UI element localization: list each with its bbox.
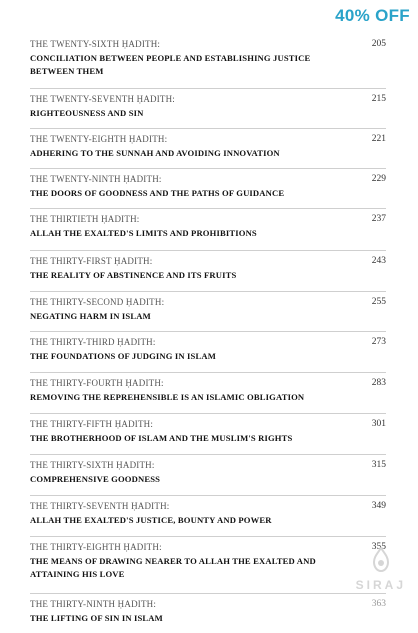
- hadith-title: ADHERING TO THE SUNNAH AND AVOIDING INNOVATION: [30, 148, 280, 158]
- toc-entry[interactable]: [30, 128, 386, 168]
- toc-entry[interactable]: [30, 593, 386, 633]
- page-number: 243: [371, 256, 386, 266]
- hadith-title: NEGATING HARM IN ISLAM: [30, 311, 151, 321]
- hadith-title: RIGHTEOUSNESS AND SIN: [30, 108, 144, 118]
- page-number: 349: [371, 501, 386, 511]
- hadith-title: THE REALITY OF ABSTINENCE AND ITS FRUITS: [30, 270, 237, 280]
- hadith-heading: THE THIRTY-EIGHTH ḤADITH:: [30, 542, 162, 552]
- page-number: 229: [371, 174, 386, 184]
- toc-entry[interactable]: [30, 34, 386, 88]
- toc-entry[interactable]: [30, 168, 386, 208]
- toc-entry[interactable]: [30, 331, 386, 372]
- page-number: 237: [371, 214, 386, 224]
- toc-entry[interactable]: [30, 495, 386, 536]
- hadith-heading: THE TWENTY-EIGHTH ḤADITH:: [30, 134, 168, 144]
- table-of-contents: [30, 34, 386, 633]
- hadith-heading: THE THIRTY-THIRD ḤADITH:: [30, 337, 156, 347]
- toc-entry[interactable]: [30, 536, 386, 593]
- page-number: 301: [371, 419, 386, 429]
- hadith-heading: THE THIRTY-SEVENTH ḤADITH:: [30, 501, 170, 511]
- toc-entry[interactable]: [30, 291, 386, 331]
- hadith-heading: THE THIRTY-SECOND ḤADITH:: [30, 297, 165, 307]
- toc-entry[interactable]: [30, 372, 386, 413]
- toc-entry[interactable]: [30, 413, 386, 454]
- watermark-text: SIRAJ: [355, 578, 406, 592]
- page-number: 273: [371, 337, 386, 347]
- toc-entry[interactable]: [30, 250, 386, 291]
- hadith-title: THE MEANS OF DRAWING NEARER TO ALLAH THE EXALTED AND ATTAINING HIS LOVE: [30, 556, 316, 579]
- page-number: 315: [371, 460, 386, 470]
- hadith-title: REMOVING THE REPREHENSIBLE IS AN ISLAMIC OBLIGATION: [30, 392, 305, 402]
- hadith-title: THE FOUNDATIONS OF JUDGING IN ISLAM: [30, 351, 216, 361]
- page-number: 255: [371, 297, 386, 307]
- hadith-heading: THE THIRTY-SIXTH ḤADITH:: [30, 460, 155, 470]
- discount-badge: 40% OFF: [335, 6, 410, 25]
- hadith-title: THE DOORS OF GOODNESS AND THE PATHS OF GUIDANCE: [30, 188, 285, 198]
- hadith-title: THE LIFTING OF SIN IN ISLAM: [30, 613, 163, 623]
- hadith-heading: THE THIRTY-NINTH ḤADITH:: [30, 599, 157, 609]
- hadith-heading: THE THIRTY-FIFTH ḤADITH:: [30, 419, 154, 429]
- hadith-title: CONCILIATION BETWEEN PEOPLE AND ESTABLISHING JUSTICE BETWEEN THEM: [30, 53, 311, 76]
- toc-entry[interactable]: [30, 208, 386, 250]
- toc-entry[interactable]: [30, 454, 386, 495]
- hadith-heading: THE THIRTIETH ḤADITH:: [30, 214, 140, 224]
- hadith-heading: THE TWENTY-SEVENTH ḤADITH:: [30, 94, 176, 104]
- siraj-flame-icon: [369, 546, 393, 574]
- hadith-title: ALLAH THE EXALTED'S JUSTICE, BOUNTY AND POWER: [30, 515, 272, 525]
- hadith-heading: THE TWENTY-NINTH ḤADITH:: [30, 174, 162, 184]
- page-number: 283: [371, 378, 386, 388]
- hadith-title: ALLAH THE EXALTED'S LIMITS AND PROHIBITIONS: [30, 228, 257, 238]
- hadith-heading: THE TWENTY-SIXTH ḤADITH:: [30, 39, 161, 49]
- page-number: 363: [371, 599, 386, 609]
- page-number: 355: [371, 542, 386, 552]
- hadith-title: THE BROTHERHOOD OF ISLAM AND THE MUSLIM'S RIGHTS: [30, 433, 293, 443]
- hadith-heading: THE THIRTY-FOURTH ḤADITH:: [30, 378, 164, 388]
- page-number: 205: [371, 39, 386, 49]
- hadith-heading: THE THIRTY-FIRST ḤADITH:: [30, 256, 153, 266]
- toc-entry[interactable]: [30, 88, 386, 128]
- hadith-title: COMPREHENSIVE GOODNESS: [30, 474, 161, 484]
- siraj-watermark: [356, 546, 406, 594]
- page-number: 221: [371, 134, 386, 144]
- page-number: 215: [371, 94, 386, 104]
